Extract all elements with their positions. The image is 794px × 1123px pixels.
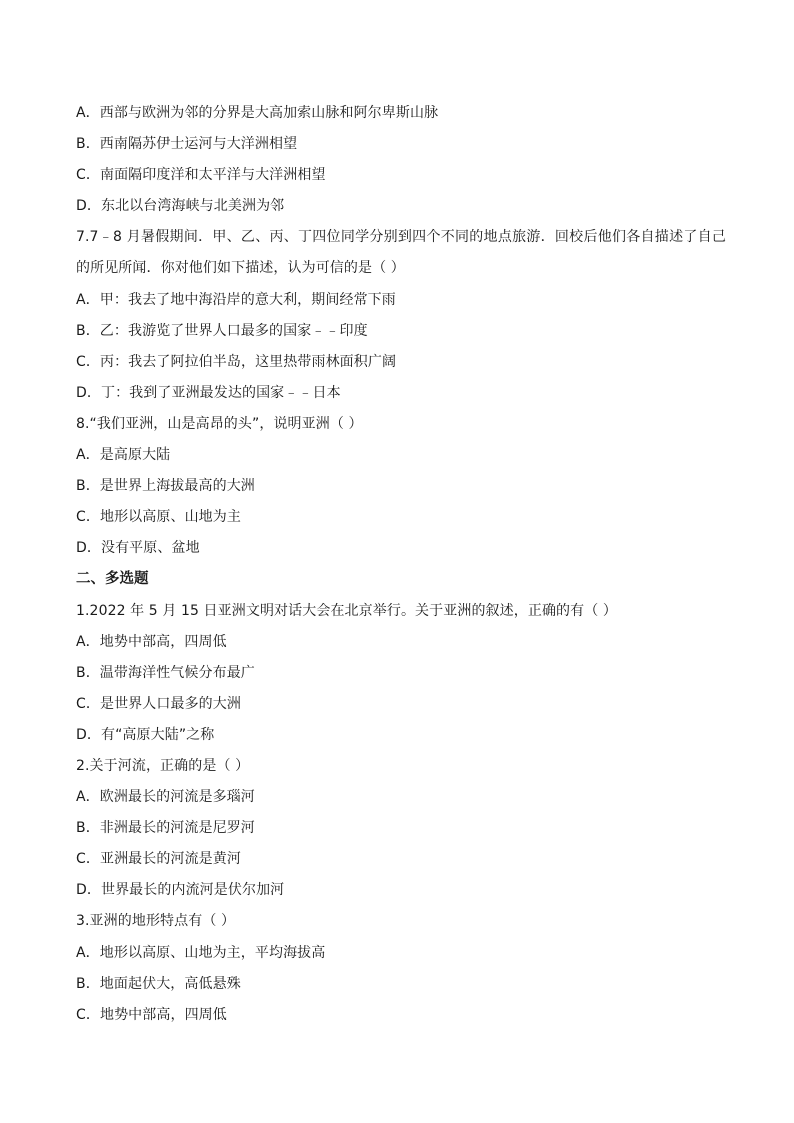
multi-option-1c: C．是世界人口最多的大洲 xyxy=(76,695,241,712)
option-7d: D．丁：我到了亚洲最发达的国家﹣﹣日本 xyxy=(76,384,341,401)
option-8c: C．地形以高原、山地为主 xyxy=(76,509,241,526)
section-title-multiple-choice: 二、多选题 xyxy=(76,571,149,588)
option-6d: D．东北以台湾海峡与北美洲为邻 xyxy=(76,198,285,215)
question-7: 7.7﹣8 月暑假期间．甲、乙、丙、丁四位同学分别到四个不同的地点旅游．回校后他们各自描述了自己的所见所闻．你对他们如下描述，认为可信的是（ ） xyxy=(76,229,726,277)
option-6a: A．西部与欧洲为邻的分界是大高加索山脉和阿尔卑斯山脉 xyxy=(76,105,439,121)
multi-option-3c: C．地势中部高，四周低 xyxy=(76,1006,227,1023)
multi-option-3a: A．地形以高原、山地为主，平均海拔高 xyxy=(76,944,326,961)
option-7a: A．甲：我去了地中海沿岸的意大利，期间经常下雨 xyxy=(76,291,396,308)
multi-question-2: 2.关于河流，正确的是（ ） xyxy=(76,757,250,774)
option-8a: A．是高原大陆 xyxy=(76,447,171,464)
multi-option-2a: A．欧洲最长的河流是多瑙河 xyxy=(76,789,255,806)
multi-option-2b: B．非洲最长的河流是尼罗河 xyxy=(76,820,255,837)
multi-option-2c: C．亚洲最长的河流是黄河 xyxy=(76,851,241,868)
option-7b: B．乙：我游览了世界人口最多的国家﹣﹣印度 xyxy=(76,322,368,339)
multi-question-3: 3.亚洲的地形特点有（ ） xyxy=(76,913,236,930)
multi-option-2d: D．世界最长的内流河是伏尔加河 xyxy=(76,882,285,899)
question-8: 8.“我们亚洲，山是高昂的头”，说明亚洲（ ） xyxy=(76,415,363,432)
document-body xyxy=(76,98,726,1031)
multi-option-3b: B．地面起伏大，高低悬殊 xyxy=(76,975,241,992)
option-7c: C．丙：我去了阿拉伯半岛，这里热带雨林面积广阔 xyxy=(76,353,397,370)
multi-option-1a: A．地势中部高，四周低 xyxy=(76,633,227,650)
option-6b: B．西南隔苏伊士运河与大洋洲相望 xyxy=(76,136,298,153)
option-8d: D．没有平原、盆地 xyxy=(76,540,200,557)
multi-option-1b: B．温带海洋性气候分布最广 xyxy=(76,664,255,681)
multi-question-1: 1.2022 年 5 月 15 日亚洲文明对话大会在北京举行。关于亚洲的叙述，正确的有（ ） xyxy=(76,602,618,619)
option-8b: B．是世界上海拔最高的大洲 xyxy=(76,478,255,495)
multi-option-1d: D．有“高原大陆”之称 xyxy=(76,726,215,743)
option-6c: C．南面隔印度洋和太平洋与大洋洲相望 xyxy=(76,167,326,184)
